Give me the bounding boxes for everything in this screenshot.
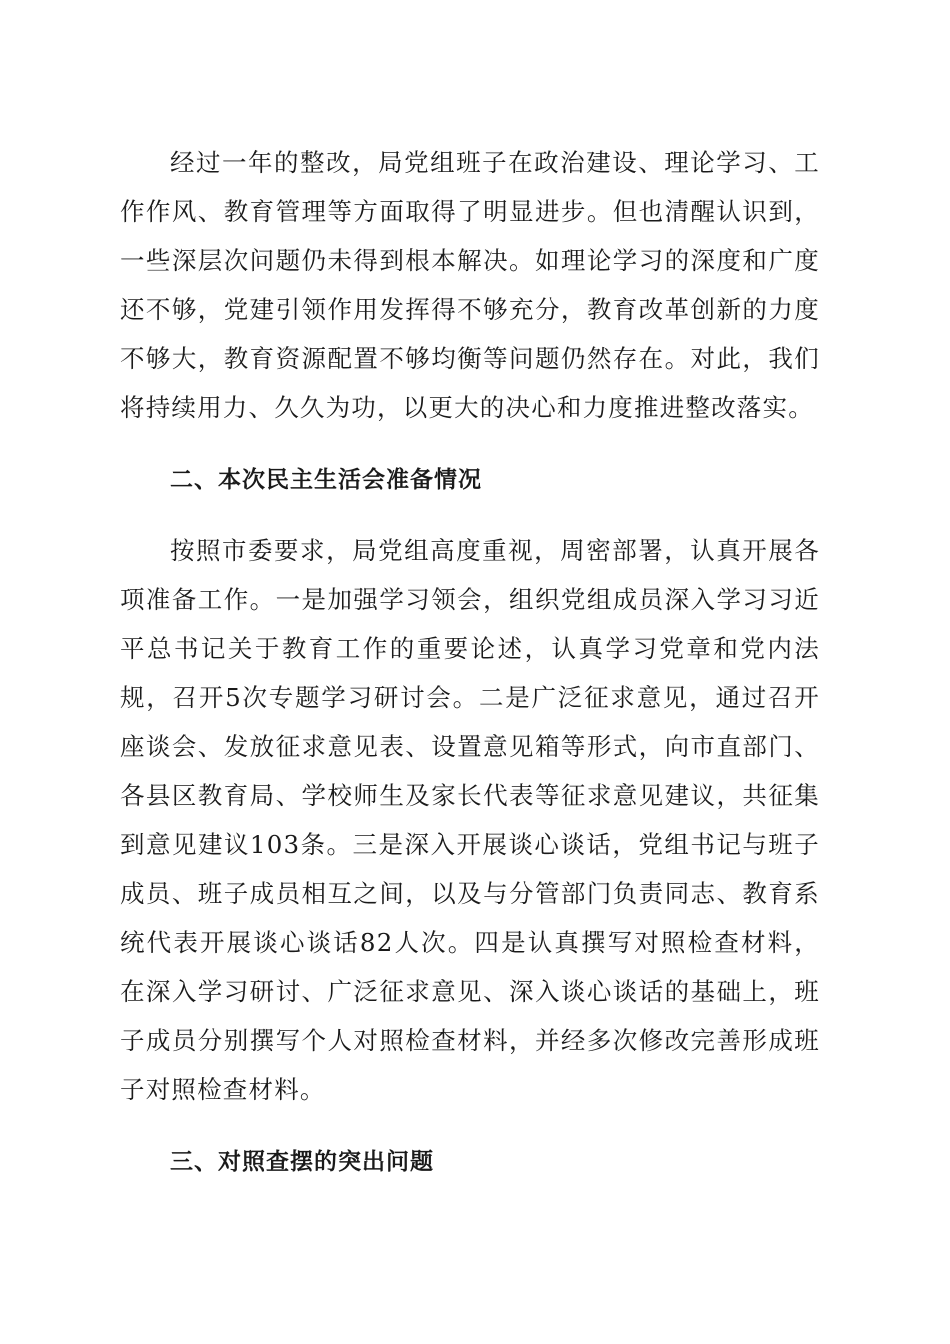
paragraph-spacing — [120, 432, 820, 456]
section-heading-problems: 三、对照查摆的突出问题 — [170, 1149, 434, 1175]
paragraph-preparation-details: 按照市委要求，局党组高度重视，周密部署，认真开展各项准备工作。一是加强学习领会，组织党组成员深入学习习近平总书记关于教育工作的重要论述，认真学习党章和党内法规，召开5次专题学习研讨会。二是广泛征求意见，通过召开座谈会、发放征求意见表、设置意见箱等形式，向市直部门、各县区教育局、学校师生及家长代表等征求意见建议，共征集到意见建议103条。三是深入开展谈心谈话，党组书记与班子成员、班子成员相互之间，以及与分管部门负责同志、教育系统代表开展谈心谈话82人次。四是认真撰写对照检查材料，在深入学习研讨、广泛征求意见、深入谈心谈话的基础上，班子成员分别撰写个人对照检查材料，并经多次修改完善形成班子对照检查材料。 — [120, 536, 820, 1104]
paragraph-rectification-summary: 经过一年的整改，局党组班子在政治建设、理论学习、工作作风、教育管理等方面取得了明显进步。但也清醒认识到，一些深层次问题仍未得到根本解决。如理论学习的深度和广度还不够，党建引领作用发挥得不够充分，教育改革创新的力度不够大，教育资源配置不够均衡等问题仍然存在。对此，我们将持续用力、久久为功，以更大的决心和力度推进整改落实。 — [120, 148, 820, 422]
paragraph-spacing — [120, 505, 820, 526]
document-body — [120, 138, 820, 1187]
section-heading-preparation: 二、本次民主生活会准备情况 — [170, 467, 482, 493]
paragraph-spacing — [120, 1114, 820, 1138]
